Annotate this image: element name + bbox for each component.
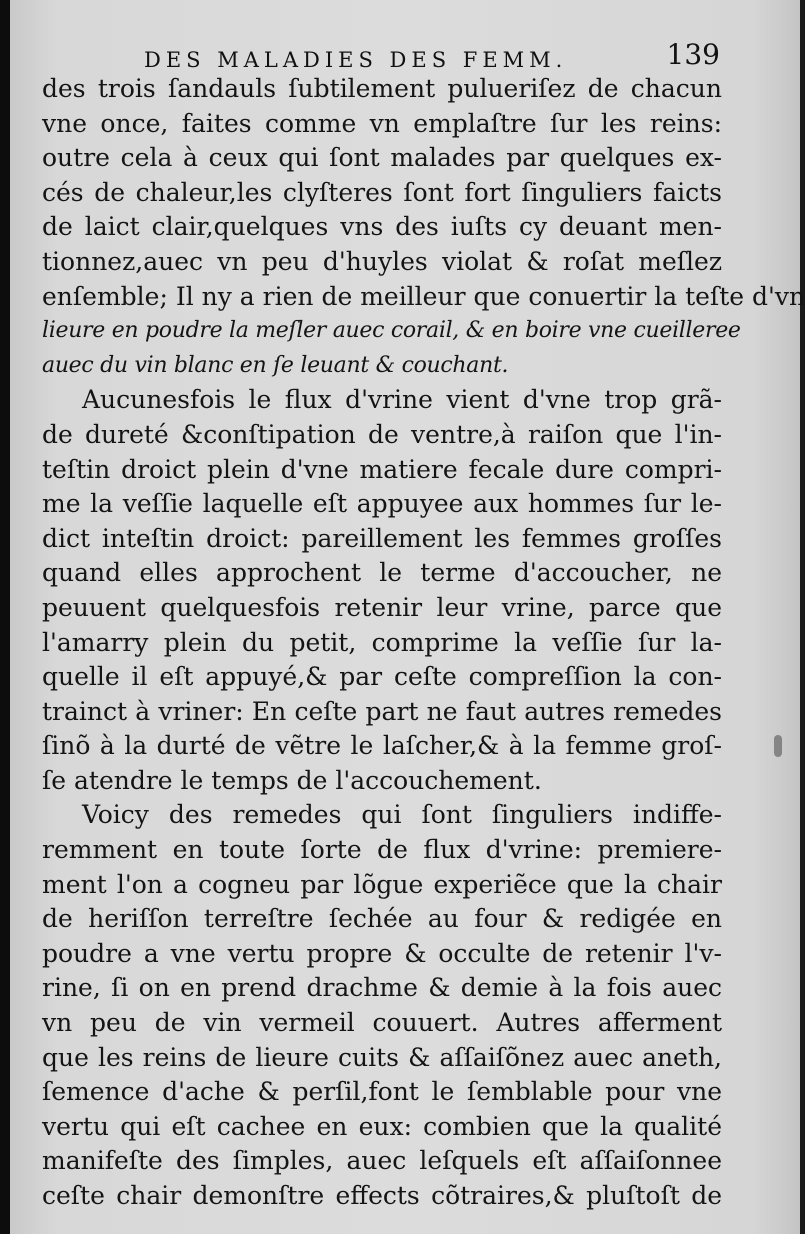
text-line: remment en toute ſorte de flux d'vrine: premiere- — [42, 835, 722, 865]
text-line: trainct à vriner: En ceſte part ne faut autres remedes — [42, 696, 722, 726]
text-line: de heriſſon terreſtre ſechée au four & redigée en — [42, 904, 722, 934]
paragraph-3 — [42, 798, 722, 1213]
text-line: vne once, faites comme vn emplaſtre ſur les reins: — [42, 108, 722, 138]
book-page — [10, 0, 805, 1234]
text-line: enſemble; Il ny a rien de meilleur que conuertir la teſte d'vn — [42, 281, 805, 311]
text-line: l'amarry plein du petit, comprime la veſſie ſur la- — [42, 627, 722, 657]
text-line: rine, ſi on en prend drachme & demie à la fois auec — [42, 973, 722, 1003]
text-line: dict inteſtin droict: pareillement les femmes groſſes — [42, 523, 722, 553]
text-line: ment l'on a cogneu par lõgue experiẽce que la chair — [42, 869, 722, 899]
text-line: manifeſte des ſimples, auec leſquels eſt aſſaiſonnee — [42, 1146, 722, 1176]
ink-smudge — [774, 735, 782, 757]
text-line: ſe atendre le temps de l'accouchement. — [42, 765, 542, 795]
text-line: peuuent quelquesfois retenir leur vrine, parce que — [42, 592, 722, 622]
text-line: Aucunesfois le flux d'vrine vient d'vne trop grã- — [82, 385, 722, 415]
running-head: DES MALADIES DES FEMM. — [144, 48, 568, 72]
text-line: outre cela à ceux qui ſont malades par quelques ex- — [42, 143, 722, 173]
text-line: des trois ſandauls ſubtilement pulueriſez de chacun — [42, 74, 722, 103]
text-line: vertu qui eſt cachee en eux: combien que la qualité — [42, 1111, 722, 1141]
text-line: poudre a vne vertu propre & occulte de retenir l'v- — [42, 938, 722, 968]
book-gutter-shadow — [0, 0, 10, 1234]
text-line: teſtin droict plein d'vne matiere fecale dure compri- — [42, 454, 722, 484]
text-line-italic: lieure en poudre la meſler auec corail, & en boire vne cueilleree — [42, 318, 741, 344]
text-line: que les reins de lieure cuits & aſſaiſõnez auec aneth, — [42, 1042, 722, 1072]
paragraph-1 — [42, 72, 805, 383]
text-line: de laict clair,quelques vns des iuſts cy deuant men- — [42, 212, 722, 242]
text-line: ſinõ à la durté de vẽtre le laſcher,& à la femme groſ- — [42, 731, 722, 761]
text-line: Voicy des remedes qui ſont ſinguliers indiffe- — [82, 800, 722, 830]
body-text — [42, 72, 805, 1214]
text-line-italic: auec du vin blanc en ſe leuant & couchant. — [42, 352, 509, 378]
text-line: me la veſſie laquelle eſt appuyee aux hommes ſur le- — [42, 489, 722, 519]
text-line: cés de chaleur,les clyſteres ſont fort ſinguliers faicts — [42, 177, 722, 207]
text-line: vn peu de vin vermeil couuert. Autres afferment — [42, 1008, 722, 1038]
text-line: de dureté &conſtipation de ventre,à raiſon que l'in- — [42, 419, 722, 449]
text-line: quand elles approchent le terme d'accoucher, ne — [42, 558, 722, 588]
text-line: quelle il eſt appuyé,& par ceſte compreſſion la con- — [42, 662, 722, 692]
paragraph-2 — [42, 383, 722, 798]
text-line: ceſte chair demonſtre effects cõtraires,& pluſtoſt de — [42, 1181, 722, 1210]
page-number: 139 — [666, 38, 720, 71]
text-line: tionnez,auec vn peu d'huyles violat & roſat meſlez — [42, 246, 722, 276]
text-line: ſemence d'ache & perſil,font le ſemblable pour vne — [42, 1077, 722, 1107]
